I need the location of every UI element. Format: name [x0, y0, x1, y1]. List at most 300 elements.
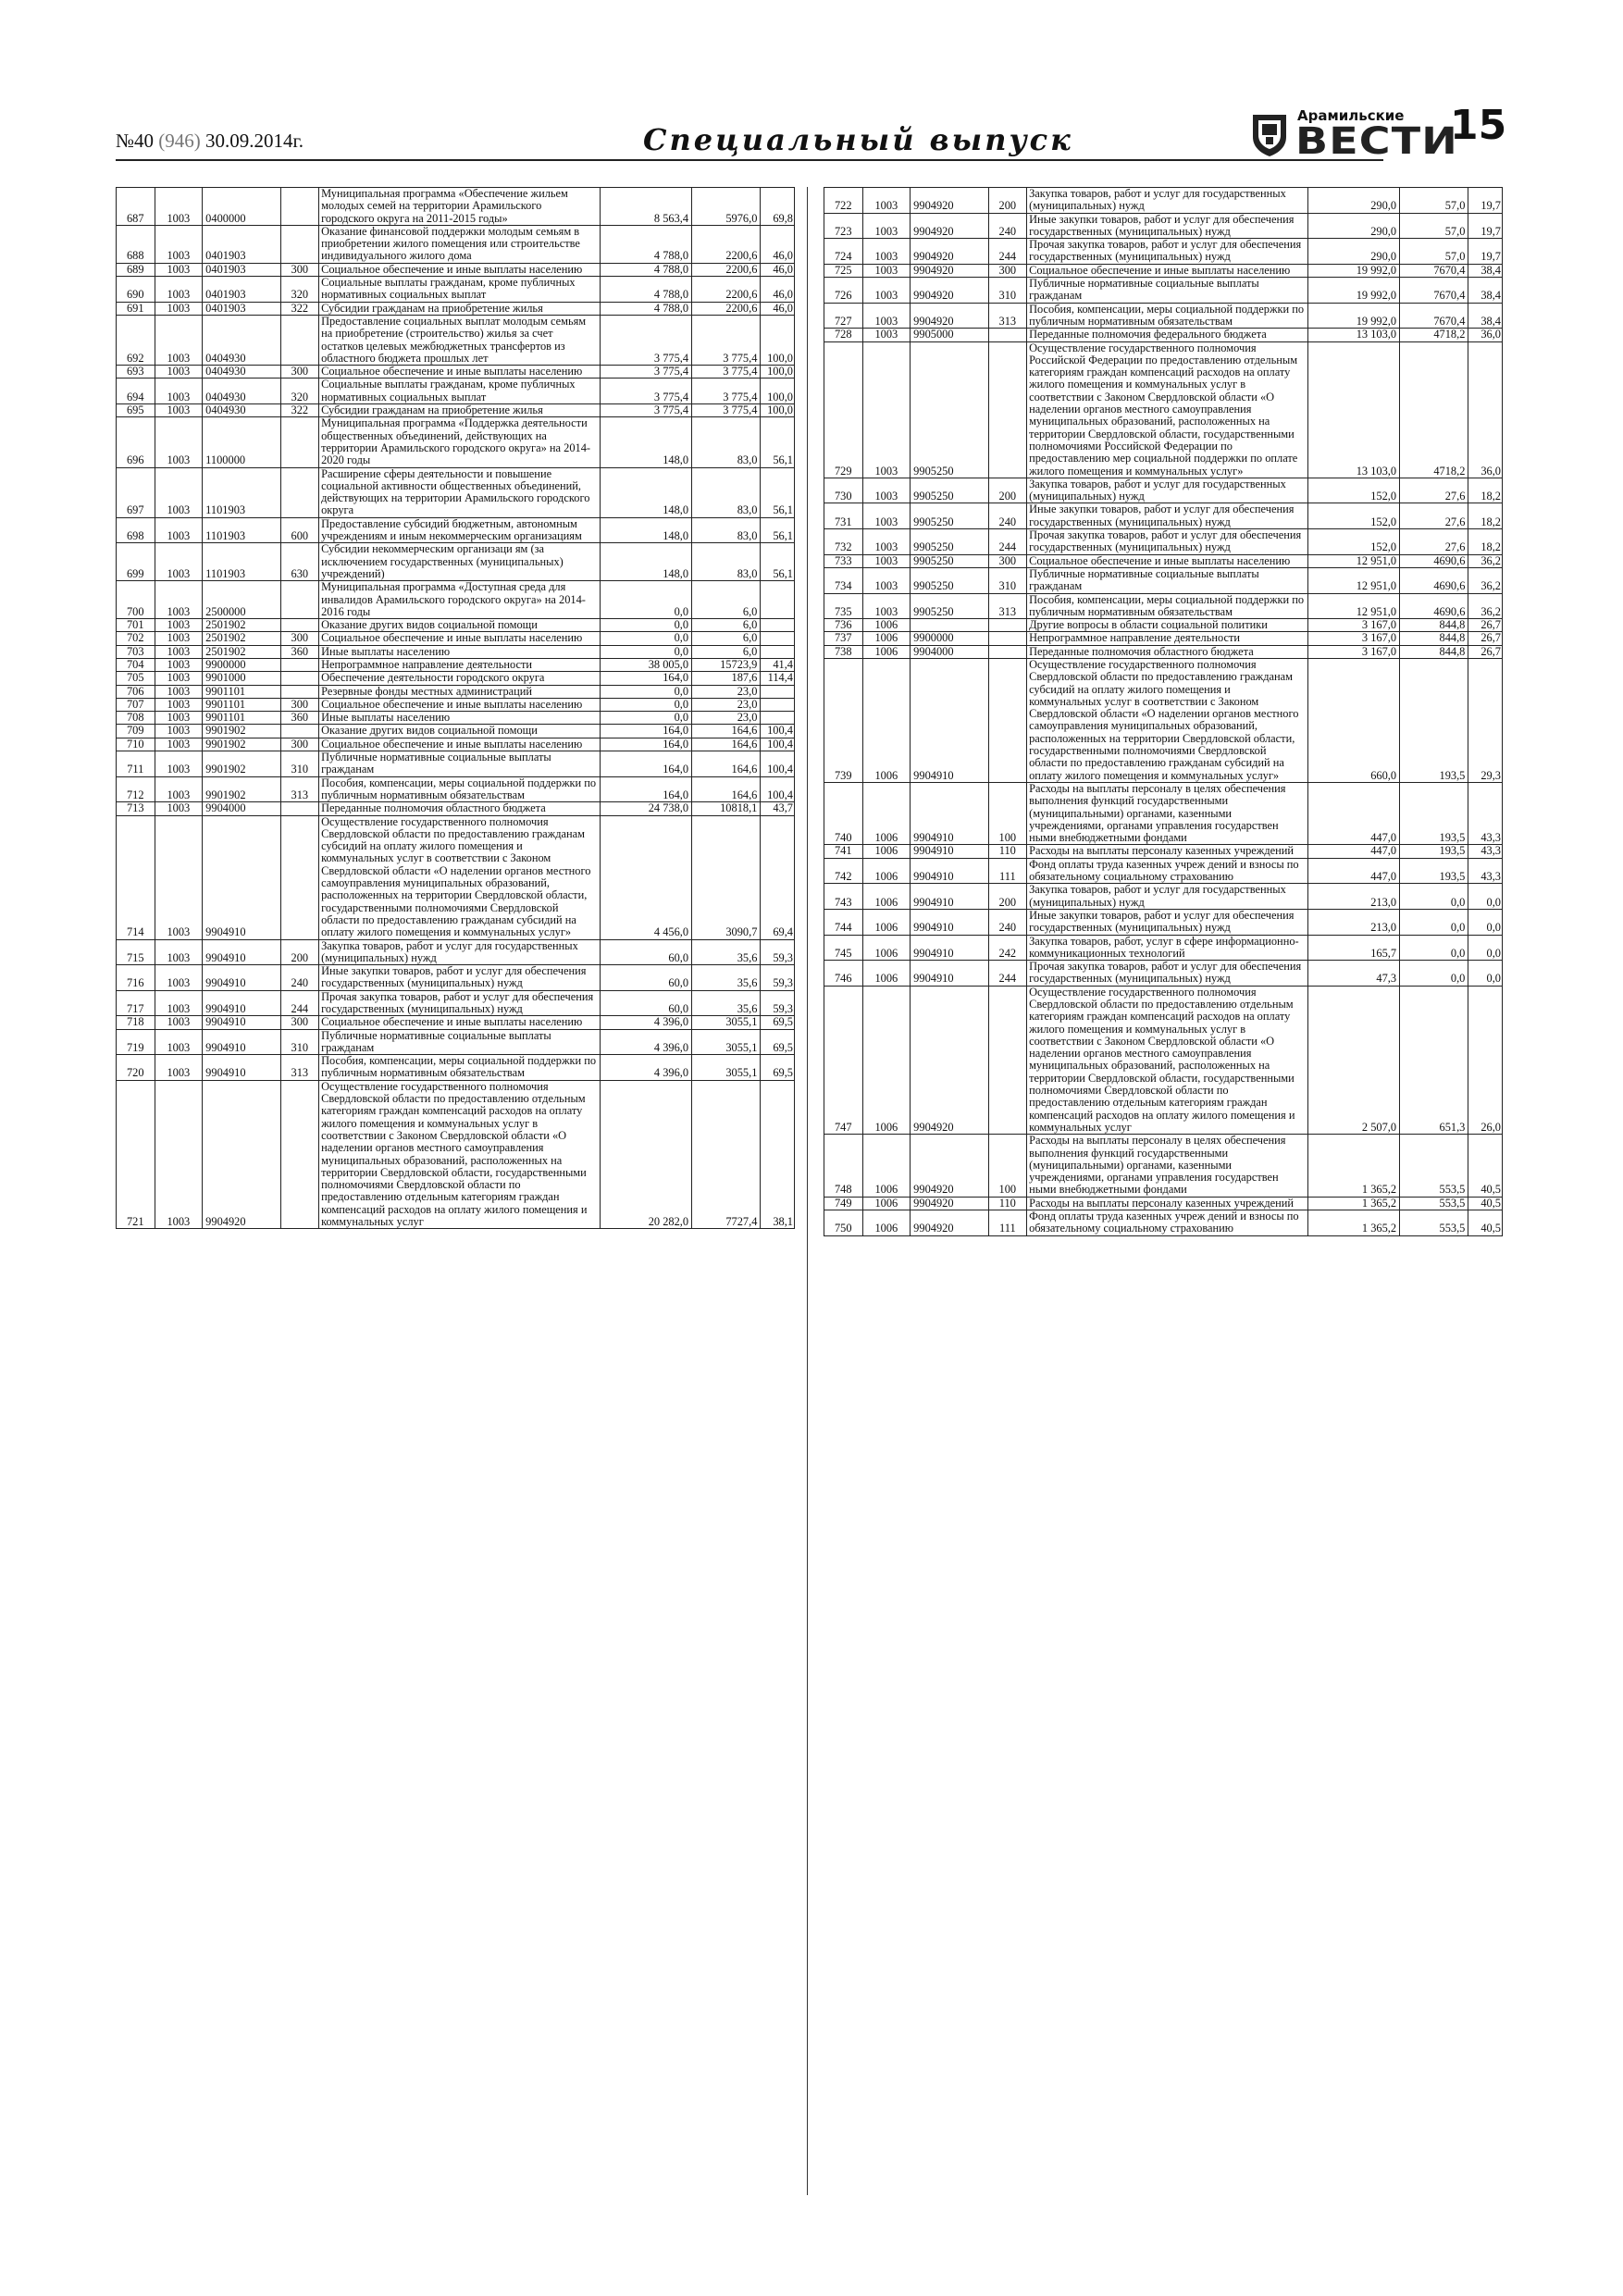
table-cell: Субсидии некоммерческим организаци ям (за исключением государственных (муниципальных) учреждений): [319, 543, 601, 581]
table-cell: 1003: [155, 1029, 203, 1055]
table-cell: Пособия, компенсации, меры социальной поддержки по публичным нормативным обязательствам: [319, 776, 601, 802]
table-cell: 1003: [862, 529, 911, 555]
table-cell: 9904910: [911, 909, 988, 935]
table-cell: 1003: [155, 685, 203, 698]
table-cell: 705: [117, 672, 155, 685]
logo-subtitle: Арамильские: [1297, 107, 1405, 124]
table-cell: 193,5: [1400, 858, 1468, 884]
table-cell: 213,0: [1307, 909, 1399, 935]
header-rule: [116, 159, 1383, 161]
table-cell: 1003: [862, 188, 911, 214]
table-cell: 193,5: [1400, 782, 1468, 844]
table-cell: 100,0: [761, 404, 795, 417]
table-cell: Оказание финансовой поддержки молодым семьям в приобретении жилого помещения или строительстве индивидуального жилого дома: [319, 225, 601, 263]
table-cell: 200: [280, 939, 319, 965]
table-cell: 9901902: [203, 776, 280, 802]
table-cell: 3 775,4: [692, 379, 761, 404]
table-cell: 1003: [155, 315, 203, 365]
table-row: [824, 858, 1503, 884]
table-cell: Социальное обеспечение и иные выплаты населению: [1027, 554, 1308, 567]
table-cell: 1100000: [203, 417, 280, 467]
table-cell: 313: [988, 303, 1027, 329]
table-cell: [761, 712, 795, 725]
table-cell: 83,0: [692, 467, 761, 517]
table-cell: 360: [280, 712, 319, 725]
table-cell: Социальное обеспечение и иные выплаты населению: [1027, 264, 1308, 277]
table-cell: 1003: [155, 712, 203, 725]
table-cell: 110: [988, 845, 1027, 858]
table-cell: [988, 329, 1027, 341]
table-cell: 46,0: [761, 302, 795, 315]
table-cell: 4 396,0: [600, 1016, 691, 1029]
table-cell: 696: [117, 417, 155, 467]
table-cell: 40,5: [1468, 1210, 1503, 1236]
table-cell: 9904910: [911, 961, 988, 987]
table-cell: 2200,6: [692, 302, 761, 315]
table-cell: 1003: [155, 543, 203, 581]
table-row: [824, 909, 1503, 935]
table-row: [117, 1016, 795, 1029]
table-cell: 1 365,2: [1307, 1210, 1399, 1236]
table-cell: Расходы на выплаты персоналу в целях обеспечения выполнения функций государственными (муниципальными) органами, казенными учреждениями, органами управления государствен ными внебюджетными фондами: [1027, 782, 1308, 844]
table-cell: 69,5: [761, 1029, 795, 1055]
table-cell: 3 775,4: [600, 404, 691, 417]
table-cell: 320: [280, 379, 319, 404]
table-cell: 738: [824, 645, 863, 658]
table-cell: 200: [988, 188, 1027, 214]
table-cell: 0404930: [203, 379, 280, 404]
table-cell: 57,0: [1400, 213, 1468, 239]
table-cell: 447,0: [1307, 782, 1399, 844]
table-cell: 447,0: [1307, 845, 1399, 858]
table-cell: Расходы на выплаты персоналу казенных учреждений: [1027, 1197, 1308, 1210]
table-cell: 69,4: [761, 815, 795, 939]
table-cell: 1006: [862, 1210, 911, 1236]
table-cell: Оказание других видов социальной помощи: [319, 619, 601, 632]
table-cell: 9904910: [911, 782, 988, 844]
table-cell: 83,0: [692, 417, 761, 467]
table-cell: 2501902: [203, 645, 280, 658]
table-cell: 9904910: [911, 935, 988, 961]
table-cell: 111: [988, 858, 1027, 884]
table-cell: [280, 658, 319, 671]
page-number: 15: [1450, 102, 1507, 149]
table-cell: 1101903: [203, 543, 280, 581]
table-cell: 709: [117, 725, 155, 738]
table-row: [824, 593, 1503, 619]
table-cell: 240: [988, 503, 1027, 529]
table-cell: [761, 698, 795, 711]
table-cell: Социальное обеспечение и иные выплаты населению: [319, 738, 601, 751]
table-cell: 693: [117, 366, 155, 379]
table-cell: 164,6: [692, 751, 761, 777]
table-cell: 1006: [862, 632, 911, 645]
table-cell: 43,7: [761, 802, 795, 815]
table-cell: 200: [988, 884, 1027, 910]
table-cell: 1003: [155, 658, 203, 671]
table-cell: 9905000: [911, 329, 988, 341]
table-cell: 9904920: [911, 986, 988, 1135]
table-cell: 2501902: [203, 632, 280, 645]
table-cell: 244: [280, 990, 319, 1016]
table-cell: 4718,2: [1400, 329, 1468, 341]
table-cell: 100,0: [761, 379, 795, 404]
table-cell: 46,0: [761, 225, 795, 263]
table-cell: 35,6: [692, 939, 761, 965]
issue-total: (946): [158, 130, 201, 152]
table-cell: 60,0: [600, 990, 691, 1016]
table-cell: 1003: [155, 698, 203, 711]
table-cell: 698: [117, 517, 155, 543]
table-cell: 38 005,0: [600, 658, 691, 671]
table-cell: 36,2: [1468, 554, 1503, 567]
table-cell: 20 282,0: [600, 1080, 691, 1229]
table-cell: 0404930: [203, 404, 280, 417]
table-row: [824, 619, 1503, 632]
table-cell: 0,0: [1400, 935, 1468, 961]
table-cell: 1003: [862, 478, 911, 503]
table-cell: Прочая закупка товаров, работ и услуг для обеспечения государственных (муниципальных) нужд: [1027, 239, 1308, 265]
table-cell: 726: [824, 278, 863, 304]
table-cell: 1101903: [203, 467, 280, 517]
table-cell: 4 788,0: [600, 225, 691, 263]
table-cell: 19,7: [1468, 239, 1503, 265]
table-row: [824, 845, 1503, 858]
table-cell: 313: [988, 593, 1027, 619]
table-cell: 3055,1: [692, 1029, 761, 1055]
table-cell: 148,0: [600, 517, 691, 543]
table-cell: 300: [280, 698, 319, 711]
table-cell: 703: [117, 645, 155, 658]
table-cell: 3 167,0: [1307, 645, 1399, 658]
table-cell: 1003: [155, 645, 203, 658]
table-cell: [280, 581, 319, 619]
table-cell: 187,6: [692, 672, 761, 685]
table-cell: 1006: [862, 986, 911, 1135]
table-cell: [280, 1080, 319, 1229]
table-cell: Субсидии гражданам на приобретение жилья: [319, 302, 601, 315]
table-row: [117, 738, 795, 751]
table-cell: [280, 417, 319, 467]
table-cell: 1003: [155, 263, 203, 276]
table-cell: 600: [280, 517, 319, 543]
table-cell: 1003: [155, 939, 203, 965]
table-cell: 83,0: [692, 517, 761, 543]
table-cell: 310: [280, 1029, 319, 1055]
table-cell: 322: [280, 302, 319, 315]
table-cell: 7670,4: [1400, 278, 1468, 304]
table-cell: 148,0: [600, 543, 691, 581]
table-row: [824, 264, 1503, 277]
table-cell: 1003: [155, 632, 203, 645]
table-cell: 723: [824, 213, 863, 239]
table-cell: 100,4: [761, 738, 795, 751]
table-row: [117, 672, 795, 685]
table-cell: 100,4: [761, 751, 795, 777]
table-cell: 18,2: [1468, 529, 1503, 555]
table-cell: Прочая закупка товаров, работ и услуг для обеспечения государственных (муниципальных) нужд: [1027, 961, 1308, 987]
table-cell: 3 167,0: [1307, 632, 1399, 645]
table-cell: 0,0: [1468, 909, 1503, 935]
budget-table-left: [116, 187, 795, 1229]
table-cell: Субсидии гражданам на приобретение жилья: [319, 404, 601, 417]
table-cell: 0,0: [1400, 884, 1468, 910]
table-cell: 36,2: [1468, 567, 1503, 593]
table-cell: 13 103,0: [1307, 329, 1399, 341]
table-cell: 660,0: [1307, 658, 1399, 782]
table-row: [824, 935, 1503, 961]
table-cell: 710: [117, 738, 155, 751]
table-cell: 9904920: [911, 1135, 988, 1197]
table-cell: 1003: [155, 517, 203, 543]
table-cell: 844,8: [1400, 645, 1468, 658]
table-row: [117, 645, 795, 658]
budget-table-right: [824, 187, 1503, 1236]
table-cell: 4 456,0: [600, 815, 691, 939]
table-cell: 165,7: [1307, 935, 1399, 961]
table-row: [117, 366, 795, 379]
table-row: [117, 467, 795, 517]
table-cell: 2 507,0: [1307, 986, 1399, 1135]
left-column: [116, 187, 795, 1229]
table-cell: 46,0: [761, 263, 795, 276]
table-cell: 3055,1: [692, 1016, 761, 1029]
table-cell: 1003: [862, 503, 911, 529]
table-cell: 164,6: [692, 725, 761, 738]
table-cell: 0,0: [600, 619, 691, 632]
table-cell: 718: [117, 1016, 155, 1029]
table-row: [824, 1135, 1503, 1197]
table-cell: 1003: [155, 725, 203, 738]
table-cell: 310: [988, 278, 1027, 304]
table-row: [824, 632, 1503, 645]
table-cell: 0401903: [203, 263, 280, 276]
table-row: [117, 776, 795, 802]
table-cell: [280, 725, 319, 738]
table-cell: 0400000: [203, 188, 280, 226]
table-cell: 19 992,0: [1307, 303, 1399, 329]
table-cell: 1003: [155, 302, 203, 315]
table-cell: 59,3: [761, 990, 795, 1016]
table-cell: Иные закупки товаров, работ и услуг для обеспечения государственных (муниципальных) нужд: [1027, 503, 1308, 529]
table-cell: 1003: [155, 815, 203, 939]
table-cell: Закупка товаров, работ и услуг для государственных (муниципальных) нужд: [319, 939, 601, 965]
table-cell: Предоставление социальных выплат молодым семьям на приобретение (строительство) жилья за счет остатков целевых межбюджетных трансфертов из областного бюджета прошлых лет: [319, 315, 601, 365]
table-row: [117, 685, 795, 698]
table-cell: 699: [117, 543, 155, 581]
table-cell: Социальное обеспечение и иные выплаты населению: [319, 632, 601, 645]
table-cell: Фонд оплаты труда казенных учреж дений и взносы по обязательному социальному страхованию: [1027, 858, 1308, 884]
table-cell: 1003: [862, 554, 911, 567]
table-row: [117, 725, 795, 738]
table-cell: 9904000: [203, 802, 280, 815]
table-cell: 56,1: [761, 417, 795, 467]
table-cell: 56,1: [761, 517, 795, 543]
table-cell: 9904910: [203, 939, 280, 965]
table-cell: 748: [824, 1135, 863, 1197]
table-cell: 9901101: [203, 698, 280, 711]
table-cell: 0,0: [600, 685, 691, 698]
table-cell: 213,0: [1307, 884, 1399, 910]
table-cell: 40,5: [1468, 1135, 1503, 1197]
table-cell: 844,8: [1400, 632, 1468, 645]
table-cell: 100: [988, 782, 1027, 844]
table-cell: 741: [824, 845, 863, 858]
issue-date: 30.09.2014г.: [205, 130, 304, 152]
table-cell: 715: [117, 939, 155, 965]
table-cell: [911, 619, 988, 632]
table-cell: 9904920: [203, 1080, 280, 1229]
table-cell: 290,0: [1307, 188, 1399, 214]
table-cell: 4690,6: [1400, 554, 1468, 567]
table-cell: 4690,6: [1400, 593, 1468, 619]
table-row: [117, 802, 795, 815]
table-row: [824, 303, 1503, 329]
table-cell: 694: [117, 379, 155, 404]
table-cell: 1003: [862, 239, 911, 265]
table-cell: 9904910: [203, 1029, 280, 1055]
table-cell: 13 103,0: [1307, 341, 1399, 478]
table-cell: Пособия, компенсации, меры социальной поддержки по публичным нормативным обязательствам: [319, 1055, 601, 1081]
table-cell: Фонд оплаты труда казенных учреж дений и взносы по обязательному социальному страхованию: [1027, 1210, 1308, 1236]
table-cell: 717: [117, 990, 155, 1016]
table-cell: 1101903: [203, 517, 280, 543]
table-cell: 100: [988, 1135, 1027, 1197]
table-cell: 7670,4: [1400, 303, 1468, 329]
table-cell: 736: [824, 619, 863, 632]
table-cell: Пособия, компенсации, меры социальной поддержки по публичным нормативным обязательствам: [1027, 593, 1308, 619]
table-cell: 4 788,0: [600, 277, 691, 303]
table-row: [117, 632, 795, 645]
table-cell: 60,0: [600, 965, 691, 991]
table-cell: 1 365,2: [1307, 1197, 1399, 1210]
table-cell: 36,0: [1468, 341, 1503, 478]
column-divider: [807, 187, 808, 2195]
table-row: [117, 543, 795, 581]
table-cell: 35,6: [692, 990, 761, 1016]
table-cell: 1003: [155, 277, 203, 303]
table-cell: 9905250: [911, 478, 988, 503]
table-cell: 1006: [862, 858, 911, 884]
table-row: [824, 658, 1503, 782]
table-cell: 690: [117, 277, 155, 303]
table-cell: 1003: [155, 738, 203, 751]
table-cell: 2200,6: [692, 225, 761, 263]
table-cell: 69,5: [761, 1016, 795, 1029]
table-cell: 3 775,4: [692, 315, 761, 365]
table-cell: 3 775,4: [600, 315, 691, 365]
table-cell: 1003: [862, 278, 911, 304]
table-cell: 69,5: [761, 1055, 795, 1081]
table-cell: 1006: [862, 619, 911, 632]
table-cell: 733: [824, 554, 863, 567]
table-cell: 47,3: [1307, 961, 1399, 987]
table-cell: Иные выплаты населению: [319, 645, 601, 658]
table-cell: 711: [117, 751, 155, 777]
table-cell: 6,0: [692, 619, 761, 632]
table-cell: 24 738,0: [600, 802, 691, 815]
table-cell: 1003: [155, 467, 203, 517]
table-cell: Переданные полномочия областного бюджета: [1027, 645, 1308, 658]
table-cell: 164,0: [600, 776, 691, 802]
table-cell: 0,0: [1468, 961, 1503, 987]
logo-title: ВЕСТИ: [1295, 120, 1458, 163]
table-cell: 1006: [862, 1135, 911, 1197]
table-cell: 242: [988, 935, 1027, 961]
table-cell: Переданные полномочия федерального бюджета: [1027, 329, 1308, 341]
table-row: [117, 1080, 795, 1229]
right-column: [824, 187, 1503, 1236]
table-cell: 23,0: [692, 698, 761, 711]
table-cell: 9904920: [911, 264, 988, 277]
table-cell: Муниципальная программа «Доступная среда для инвалидов Арамильского городского округа» на 2014-2016 годы: [319, 581, 601, 619]
table-cell: 1006: [862, 782, 911, 844]
table-cell: 9904920: [911, 188, 988, 214]
table-cell: 26,7: [1468, 619, 1503, 632]
table-cell: [761, 581, 795, 619]
table-cell: 700: [117, 581, 155, 619]
table-cell: 1003: [862, 341, 911, 478]
table-cell: 747: [824, 986, 863, 1135]
table-cell: Прочая закупка товаров, работ и услуг для обеспечения государственных (муниципальных) нужд: [319, 990, 601, 1016]
table-row: [824, 645, 1503, 658]
table-row: [117, 712, 795, 725]
table-cell: 3 775,4: [600, 366, 691, 379]
table-cell: 721: [117, 1080, 155, 1229]
table-cell: [988, 619, 1027, 632]
table-cell: 164,6: [692, 776, 761, 802]
table-cell: 46,0: [761, 277, 795, 303]
table-cell: Публичные нормативные социальные выплаты гражданам: [319, 1029, 601, 1055]
table-cell: 724: [824, 239, 863, 265]
table-cell: 35,6: [692, 965, 761, 991]
table-cell: 3 775,4: [600, 379, 691, 404]
table-cell: 300: [280, 1016, 319, 1029]
table-cell: 18,2: [1468, 503, 1503, 529]
table-cell: Муниципальная программа «Поддержка деятельности общественных объединений, действующих на территории Арамильского городского округа» на 2014-2020 годы: [319, 417, 601, 467]
table-cell: 152,0: [1307, 478, 1399, 503]
table-cell: 697: [117, 467, 155, 517]
table-cell: 240: [280, 965, 319, 991]
table-cell: 9904920: [911, 1210, 988, 1236]
table-cell: 746: [824, 961, 863, 987]
table-cell: [988, 645, 1027, 658]
table-cell: 1003: [155, 581, 203, 619]
table-cell: 148,0: [600, 417, 691, 467]
table-cell: Публичные нормативные социальные выплаты гражданам: [1027, 278, 1308, 304]
table-cell: 1003: [862, 329, 911, 341]
table-cell: 727: [824, 303, 863, 329]
table-cell: 0,0: [1468, 884, 1503, 910]
table-cell: 164,0: [600, 738, 691, 751]
table-cell: 0,0: [600, 581, 691, 619]
table-cell: 707: [117, 698, 155, 711]
table-cell: 26,0: [1468, 986, 1503, 1135]
table-cell: 18,2: [1468, 478, 1503, 503]
table-cell: 1003: [155, 188, 203, 226]
table-row: [117, 263, 795, 276]
table-cell: 26,7: [1468, 632, 1503, 645]
table-row: [117, 619, 795, 632]
table-cell: 4 788,0: [600, 302, 691, 315]
table-cell: Социальное обеспечение и иные выплаты населению: [319, 698, 601, 711]
table-cell: 0401903: [203, 277, 280, 303]
table-cell: 9901101: [203, 712, 280, 725]
table-cell: 9904910: [203, 1055, 280, 1081]
table-cell: [280, 672, 319, 685]
table-cell: 244: [988, 529, 1027, 555]
table-row: [117, 965, 795, 991]
